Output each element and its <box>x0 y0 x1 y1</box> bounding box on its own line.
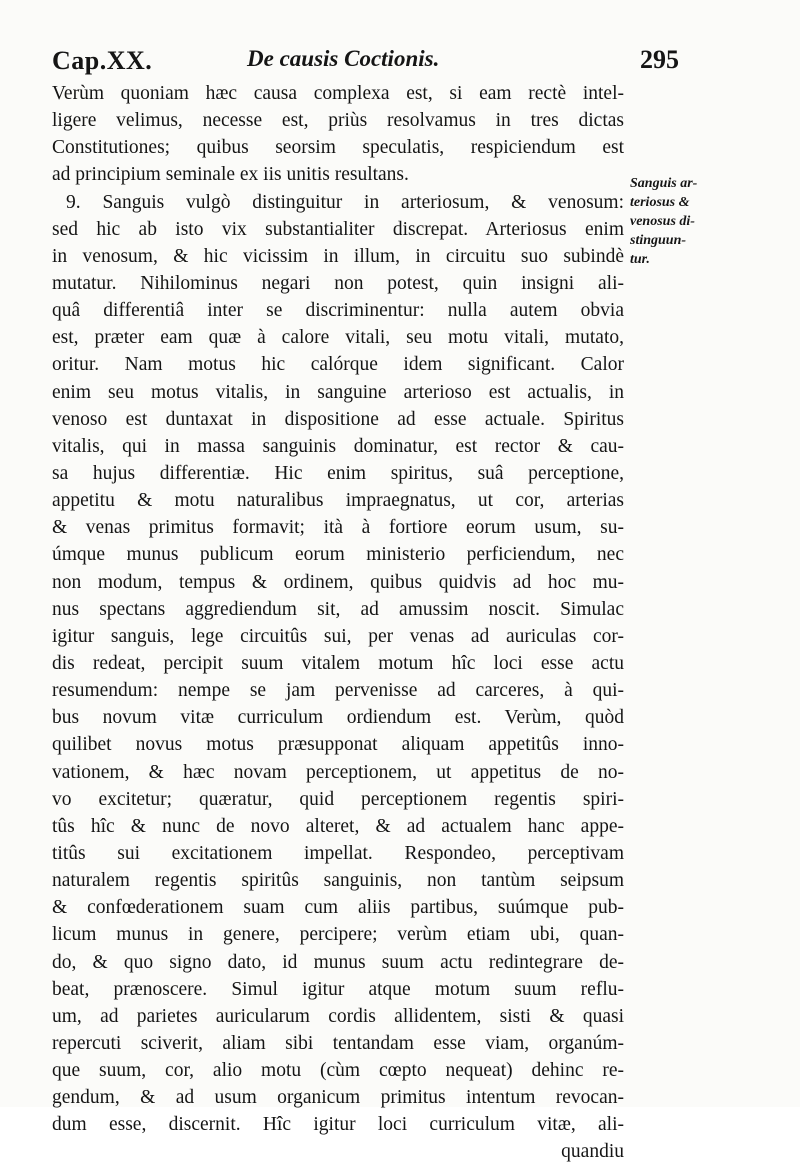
text-line: ligere velimus, necesse est, priùs resolvamus in tres dictas <box>52 110 624 132</box>
text-line: tûs hîc & nunc de novo alteret, & ad actualem hanc appe- <box>52 815 624 837</box>
text-line: úmque munus publicum eorum ministerio perficiendum, nec <box>52 544 624 566</box>
margin-note <box>630 174 730 269</box>
text-line: vitalis, qui in massa sanguinis dominatur, est rector & cau- <box>52 435 624 457</box>
text-line: naturalem regentis spiritûs sanguinis, non tantùm seipsum <box>52 870 624 892</box>
text-line: & venas primitus formavit; ità à fortiore eorum usum, su- <box>52 517 624 539</box>
text-line: 9. Sanguis vulgò distinguitur in arteriosum, & venosum: <box>66 191 624 213</box>
text-line: repercuti sciverit, aliam sibi tentandam esse viam, organúm- <box>52 1032 624 1054</box>
text-line: venoso est duntaxat in dispositione ad esse actuale. Spiritus <box>52 408 624 430</box>
text-line: oritur. Nam motus hic calórque idem significant. Calor <box>52 354 624 376</box>
text-line: est, præter eam quæ à calore vitali, seu motu vitali, mutato, <box>52 327 624 349</box>
running-title: De causis Coctionis. <box>247 46 440 71</box>
text-line: enim seu motus vitalis, in sanguine arterioso est actualis, in <box>52 381 624 403</box>
text-line: dum esse, discernit. Hîc igitur loci curriculum vitæ, ali- <box>52 1114 624 1136</box>
text-line: gendum, & ad usum organicum primitus intentum revocan- <box>52 1087 624 1109</box>
text-line: sed hic ab isto vix substantialiter discrepat. Arteriosus enim <box>52 218 624 240</box>
margin-note-line: tur. <box>630 252 650 267</box>
text-line: bus novum vitæ curriculum ordiendum est. Verùm, quòd <box>52 707 624 729</box>
text-line: igitur sanguis, lege circuitûs sui, per venas ad auriculas cor- <box>52 625 624 647</box>
text-line: ad principium seminale ex iis unitis resultans. <box>52 164 409 186</box>
text-line: sa hujus differentiæ. Hic enim spiritus, suâ perceptione, <box>52 462 624 484</box>
catchword: quandiu <box>561 1141 624 1163</box>
text-line: nus spectans aggrediendum sit, ad amussim noscit. Simulac <box>52 598 624 620</box>
text-line: vationem, & hæc novam perceptionem, ut appetitus de no- <box>52 761 624 783</box>
page-number: 295 <box>640 45 679 74</box>
text-line: in venosum, & hic vicissim in illum, in circuitu suo subindè <box>52 245 624 267</box>
text-line: um, ad parietes auricularum cordis allidentem, sisti & quasi <box>52 1005 624 1027</box>
text-line: Constitutiones; quibus seorsim speculatis, respiciendum est <box>52 137 624 159</box>
text-line: non modum, tempus & ordinem, quibus quidvis ad hoc mu- <box>52 571 624 593</box>
text-line: mutatur. Nihilominus negari non potest, quin insigni ali- <box>52 272 624 294</box>
text-line: quâ differentiâ inter se discriminentur: nulla autem obvia <box>52 300 624 322</box>
text-line: dis redeat, percipit suum vitalem motum hîc loci esse actu <box>52 652 624 674</box>
text-line: resumendum: nempe se jam pervenisse ad carceres, à qui- <box>52 680 624 702</box>
text-line: appetitu & motu naturalibus impraegnatus, ut cor, arterias <box>52 490 624 512</box>
margin-note-line: venosus di- <box>630 214 695 229</box>
chapter-label: Cap.XX. <box>52 46 153 75</box>
page-header <box>52 40 662 78</box>
text-line: beat, prænoscere. Simul igitur atque motum suum reflu- <box>52 978 624 1000</box>
margin-note-line: teriosus & <box>630 195 690 210</box>
text-line: quilibet novus motus præsupponat aliquam appetitûs inno- <box>52 734 624 756</box>
text-line: vo excitetur; quæratur, quid perceptionem regentis spiri- <box>52 788 624 810</box>
margin-note-line: stinguun- <box>630 233 687 248</box>
text-line: que suum, cor, alio motu (cùm cœpto nequeat) dehinc re- <box>52 1060 624 1082</box>
margin-note-line: Sanguis ar- <box>630 176 698 191</box>
text-line: titûs sui excitationem impellat. Respondeo, perceptivam <box>52 842 624 864</box>
text-line: licum munus in genere, percipere; verùm etiam ubi, quan- <box>52 924 624 946</box>
text-line: do, & quo signo dato, id munus suum actu redintegrare de- <box>52 951 624 973</box>
body-text <box>52 80 624 1166</box>
text-line: Verùm quoniam hæc causa complexa est, si eam rectè intel- <box>52 83 624 104</box>
text-line: & confœderationem suam cum aliis partibus, suúmque pub- <box>52 897 624 919</box>
